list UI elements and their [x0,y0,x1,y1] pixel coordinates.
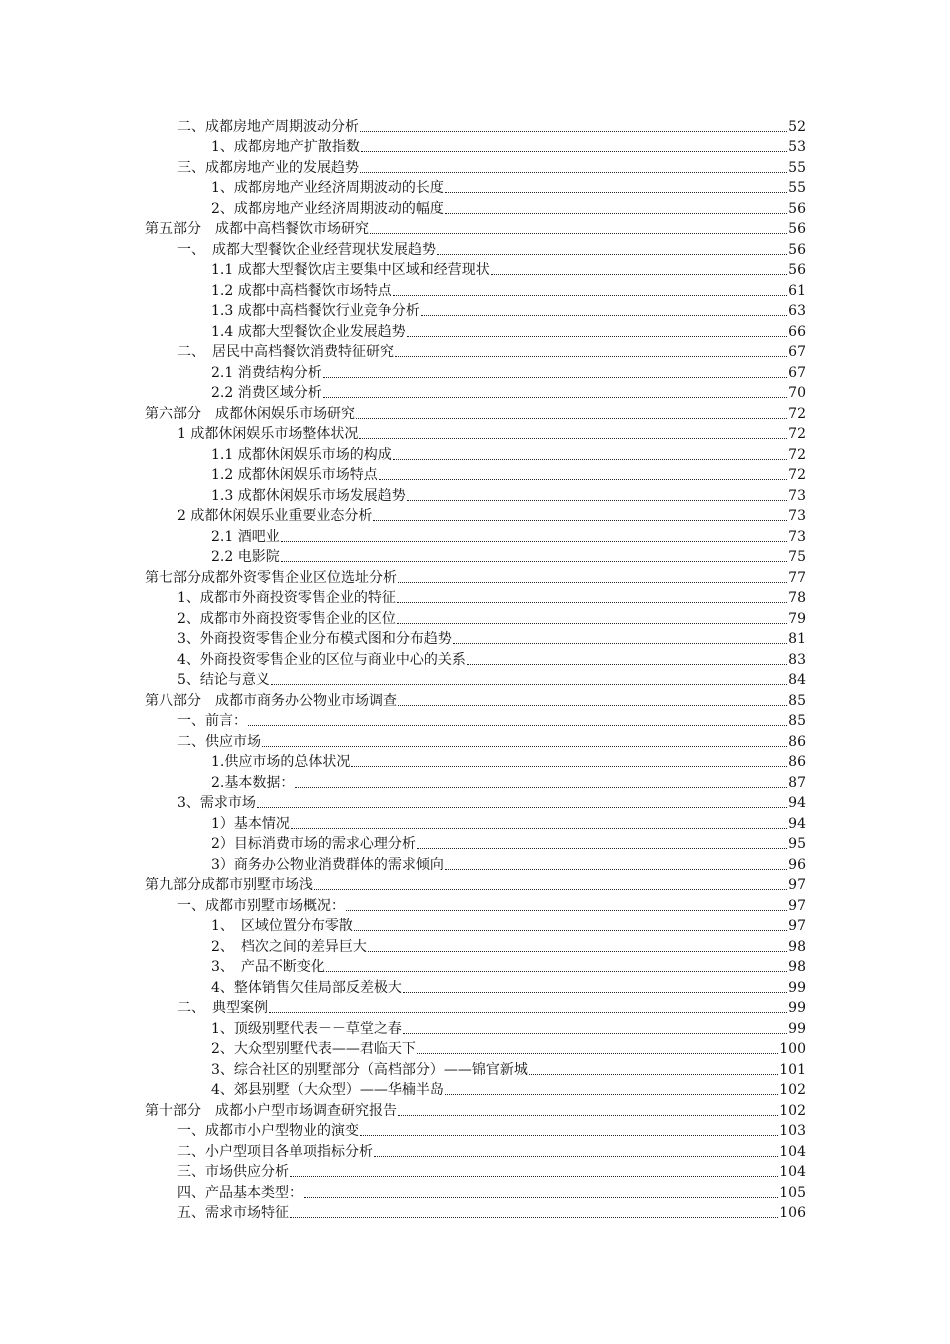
toc-entry-title: 3、需求市场 [177,795,256,811]
toc-entry-title: 1、成都房地产扩散指数 [211,139,360,155]
toc-entry-page-number: 98 [788,938,806,955]
toc-dot-leader [398,1115,778,1116]
toc-entry-page-number: 72 [788,446,806,463]
toc-dot-leader [397,623,787,624]
toc-dot-leader [467,664,787,665]
toc-entry-page-number: 77 [788,569,806,586]
toc-entry[interactable] [145,239,806,260]
toc-dot-leader [398,705,787,706]
toc-dot-leader [290,1176,778,1177]
toc-dot-leader [395,356,787,357]
toc-entry-title: 3）商务办公物业消费群体的需求倾向 [211,856,444,873]
toc-entry-page-number: 86 [788,754,806,770]
toc-entry[interactable] [145,1039,806,1060]
toc-entry-title: 2.基本数据： [211,774,295,791]
toc-entry[interactable] [145,301,806,322]
toc-entry-page-number: 104 [779,1143,806,1160]
toc-dot-leader [445,869,787,870]
toc-dot-leader [354,930,787,931]
toc-dot-leader [417,848,787,849]
toc-entry-title: 一、 成都大型餐饮企业经营现状发展趋势 [177,241,436,258]
toc-entry-title: 1、成都房地产业经济周期波动的长度 [211,180,444,196]
toc-entry-title: 3、 产品不断变化 [211,959,325,975]
toc-entry[interactable] [145,1121,806,1142]
toc-dot-leader [257,807,787,808]
toc-entry-title: 一、成都市别墅市场概况： [177,897,345,914]
toc-entry-title: 四、产品基本类型： [177,1184,303,1201]
toc-dot-leader [323,377,787,378]
toc-entry-title: 4、外商投资零售企业的区位与商业中心的关系 [177,651,466,668]
toc-entry-page-number: 56 [788,262,806,278]
toc-entry-title: 二、成都房地产周期波动分析 [177,118,359,135]
toc-entry-title: 2.1 酒吧业 [211,528,280,545]
toc-dot-leader [269,1012,787,1013]
toc-entry[interactable] [145,444,806,465]
toc-entry-page-number: 72 [788,467,806,483]
toc-entry-page-number: 63 [788,303,806,319]
toc-dot-leader [281,541,787,542]
toc-entry[interactable] [145,1080,806,1101]
toc-dot-leader [360,172,787,173]
toc-entry-page-number: 83 [788,651,806,668]
toc-entry[interactable] [145,1018,806,1039]
toc-entry[interactable] [145,875,806,896]
toc-entry-page-number: 102 [779,1082,806,1098]
toc-dot-leader [529,1074,778,1075]
toc-entry[interactable] [145,895,806,916]
toc-dot-leader [356,418,787,419]
toc-entry[interactable] [145,219,806,240]
toc-entry[interactable] [145,485,806,506]
toc-entry-page-number: 100 [779,1041,806,1057]
toc-entry-title: 二、供应市场 [177,733,261,750]
toc-entry-page-number: 99 [788,1020,806,1037]
toc-entry-title: 2.2 电影院 [211,549,280,565]
toc-entry-title: 1.1 成都大型餐饮店主要集中区域和经营现状 [211,262,490,278]
toc-entry-title: 1.1 成都休闲娱乐市场的构成 [211,446,392,463]
toc-entry-title: 1.3 成都休闲娱乐市场发展趋势 [211,487,406,504]
toc-entry-page-number: 75 [788,549,806,565]
toc-dot-leader [314,889,787,890]
toc-entry-page-number: 55 [788,180,806,196]
toc-entry-title: 3、综合社区的别墅部分（高档部分）——锦官新城 [211,1061,528,1078]
toc-entry-page-number: 103 [779,1123,806,1139]
toc-entry[interactable] [145,977,806,998]
toc-entry-title: 一、成都市小户型物业的演变 [177,1123,359,1139]
toc-dot-leader [374,1156,778,1157]
toc-entry-page-number: 102 [779,1102,806,1119]
toc-entry[interactable] [145,998,806,1019]
toc-entry-title: 4、郊县别墅（大众型）——华楠半岛 [211,1082,444,1098]
toc-entry-title: 1.4 成都大型餐饮企业发展趋势 [211,323,406,340]
toc-dot-leader [397,602,787,603]
toc-entry-title: 三、成都房地产业的发展趋势 [177,159,359,176]
toc-entry[interactable] [145,711,806,732]
toc-entry-page-number: 56 [788,200,806,217]
toc-dot-leader [403,1033,787,1034]
toc-entry-page-number: 87 [788,774,806,791]
toc-entry-title: 第八部分 成都市商务办公物业市场调查 [145,692,397,709]
toc-entry-title: 三、市场供应分析 [177,1164,289,1180]
toc-entry-title: 1、成都市外商投资零售企业的特征 [177,590,396,606]
toc-entry[interactable] [145,588,806,609]
toc-entry-title: 2、成都市外商投资零售企业的区位 [177,610,396,627]
toc-entry-page-number: 85 [788,692,806,709]
toc-dot-leader [351,766,787,767]
toc-entry-title: 2、 档次之间的差异巨大 [211,938,367,955]
toc-entry-title: 第七部分成都外资零售企业区位选址分析 [145,569,397,586]
toc-entry-page-number: 67 [788,364,806,381]
toc-entry-title: 二、 典型案例 [177,1000,268,1016]
toc-entry-page-number: 73 [788,528,806,545]
toc-entry-page-number: 86 [788,733,806,750]
toc-entry[interactable] [145,772,806,793]
toc-dot-leader [445,213,787,214]
toc-entry[interactable] [145,957,806,978]
toc-dot-leader [295,787,787,788]
toc-entry[interactable] [145,116,806,137]
toc-entry[interactable] [145,834,806,855]
toc-entry[interactable] [145,178,806,199]
toc-entry[interactable] [145,383,806,404]
toc-entry[interactable] [145,670,806,691]
toc-entry-page-number: 95 [788,836,806,852]
toc-entry-title: 4、整体销售欠佳局部反差极大 [211,979,402,996]
toc-dot-leader [491,274,787,275]
toc-dot-leader [370,233,787,234]
toc-entry-page-number: 72 [788,426,806,442]
toc-dot-leader [346,910,787,911]
toc-dot-leader [359,438,787,439]
toc-dot-leader [262,746,787,747]
toc-entry[interactable] [145,752,806,773]
toc-dot-leader [379,479,787,480]
toc-entry[interactable] [145,321,806,342]
toc-entry-page-number: 104 [779,1164,806,1180]
toc-entry-page-number: 99 [788,1000,806,1016]
toc-entry-title: 二、 居民中高档餐饮消费特征研究 [177,344,394,360]
toc-entry[interactable] [145,198,806,219]
toc-dot-leader [453,643,787,644]
toc-entry-page-number: 85 [788,713,806,729]
toc-dot-leader [361,151,787,152]
toc-entry[interactable] [145,916,806,937]
toc-dot-leader [393,459,787,460]
toc-entry[interactable] [145,1100,806,1121]
toc-dot-leader [417,1053,778,1054]
toc-entry-title: 第九部分成都市别墅市场浅 [145,877,313,893]
toc-entry-page-number: 61 [788,282,806,299]
toc-dot-leader [360,1135,778,1136]
toc-entry-page-number: 94 [788,815,806,832]
toc-entry-page-number: 52 [788,118,806,135]
toc-entry[interactable] [145,547,806,568]
toc-entry-title: 3、外商投资零售企业分布模式图和分布趋势 [177,631,452,647]
toc-entry-page-number: 96 [788,856,806,873]
toc-entry[interactable] [145,280,806,301]
toc-entry-page-number: 101 [779,1061,806,1078]
toc-entry-page-number: 79 [788,610,806,627]
toc-entry[interactable] [145,1059,806,1080]
toc-dot-leader [445,1094,778,1095]
toc-entry-title: 1.2 成都中高档餐饮市场特点 [211,282,392,299]
toc-entry-page-number: 73 [788,487,806,504]
toc-entry-title: 1、 区域位置分布零散 [211,918,353,934]
toc-dot-leader [398,582,787,583]
toc-entry[interactable] [145,403,806,424]
toc-entry-page-number: 53 [788,139,806,155]
toc-entry[interactable] [145,793,806,814]
toc-entry-page-number: 78 [788,590,806,606]
toc-entry[interactable] [145,506,806,527]
toc-dot-leader [290,1217,778,1218]
toc-entry[interactable] [145,1203,806,1224]
toc-entry-title: 2）目标消费市场的需求心理分析 [211,836,416,852]
toc-entry-page-number: 84 [788,672,806,688]
toc-dot-leader [373,520,787,521]
toc-dot-leader [407,336,787,337]
toc-dot-leader [271,684,787,685]
toc-entry[interactable] [145,137,806,158]
toc-entry-page-number: 98 [788,959,806,975]
toc-dot-leader [437,254,787,255]
toc-entry[interactable] [145,936,806,957]
toc-entry[interactable] [145,157,806,178]
toc-dot-leader [403,992,787,993]
toc-dot-leader [304,1197,778,1198]
toc-entry-title: 2.2 消费区域分析 [211,385,322,401]
toc-entry-page-number: 56 [788,241,806,258]
toc-entry-title: 2、大众型别墅代表——君临天下 [211,1041,416,1057]
toc-entry[interactable] [145,1141,806,1162]
toc-entry[interactable] [145,1182,806,1203]
toc-dot-leader [291,828,787,829]
toc-entry-page-number: 97 [788,918,806,934]
toc-entry[interactable] [145,854,806,875]
toc-entry[interactable] [145,526,806,547]
toc-entry[interactable] [145,567,806,588]
toc-entry-title: 第五部分 成都中高档餐饮市场研究 [145,221,369,237]
toc-entry[interactable] [145,1162,806,1183]
toc-entry[interactable] [145,465,806,486]
toc-dot-leader [281,561,787,562]
toc-entry-title: 第六部分 成都休闲娱乐市场研究 [145,405,355,422]
toc-dot-leader [323,397,787,398]
toc-entry-page-number: 73 [788,508,806,524]
toc-entry-title: 2 成都休闲娱乐业重要业态分析 [177,508,373,524]
toc-dot-leader [393,295,787,296]
toc-entry[interactable] [145,362,806,383]
toc-entry-title: 五、需求市场特征 [177,1205,289,1221]
toc-entry[interactable] [145,649,806,670]
toc-entry-title: 1.3 成都中高档餐饮行业竞争分析 [211,303,420,319]
toc-entry-page-number: 94 [788,795,806,811]
toc-entry-title: 2、成都房地产业经济周期波动的幅度 [211,200,444,217]
toc-entry-page-number: 97 [788,877,806,893]
toc-entry[interactable] [145,629,806,650]
table-of-contents [145,116,806,1223]
toc-entry[interactable] [145,260,806,281]
toc-entry[interactable] [145,731,806,752]
toc-entry-title: 二、小户型项目各单项指标分析 [177,1143,373,1160]
toc-entry-page-number: 66 [788,323,806,340]
toc-dot-leader [407,500,787,501]
toc-entry[interactable] [145,690,806,711]
toc-entry-title: 第十部分 成都小户型市场调查研究报告 [145,1102,397,1119]
toc-entry-title: 5、结论与意义 [177,672,270,688]
toc-dot-leader [445,192,787,193]
toc-entry-page-number: 99 [788,979,806,996]
toc-entry[interactable] [145,608,806,629]
toc-dot-leader [360,131,787,132]
toc-dot-leader [421,315,787,316]
toc-entry-title: 1.供应市场的总体状况 [211,754,351,770]
toc-entry-page-number: 106 [779,1205,806,1221]
toc-dot-leader [368,951,787,952]
toc-entry-page-number: 55 [788,159,806,176]
toc-entry-title: 1）基本情况 [211,815,290,832]
toc-dot-leader [248,725,787,726]
toc-entry-page-number: 72 [788,405,806,422]
toc-entry-page-number: 56 [788,221,806,237]
toc-entry-title: 1.2 成都休闲娱乐市场特点 [211,467,378,483]
toc-entry-page-number: 105 [779,1184,806,1201]
toc-entry-page-number: 67 [788,344,806,360]
toc-entry[interactable] [145,424,806,445]
toc-entry-title: 1、顶级别墅代表－－草堂之春 [211,1020,402,1037]
toc-entry-page-number: 97 [788,897,806,914]
toc-entry[interactable] [145,813,806,834]
toc-entry-page-number: 81 [788,631,806,647]
toc-entry-title: 2.1 消费结构分析 [211,364,322,381]
toc-dot-leader [326,971,787,972]
toc-entry-title: 一、前言： [177,713,247,729]
toc-entry[interactable] [145,342,806,363]
toc-entry-title: 1 成都休闲娱乐市场整体状况 [177,426,359,442]
toc-entry-page-number: 70 [788,385,806,401]
